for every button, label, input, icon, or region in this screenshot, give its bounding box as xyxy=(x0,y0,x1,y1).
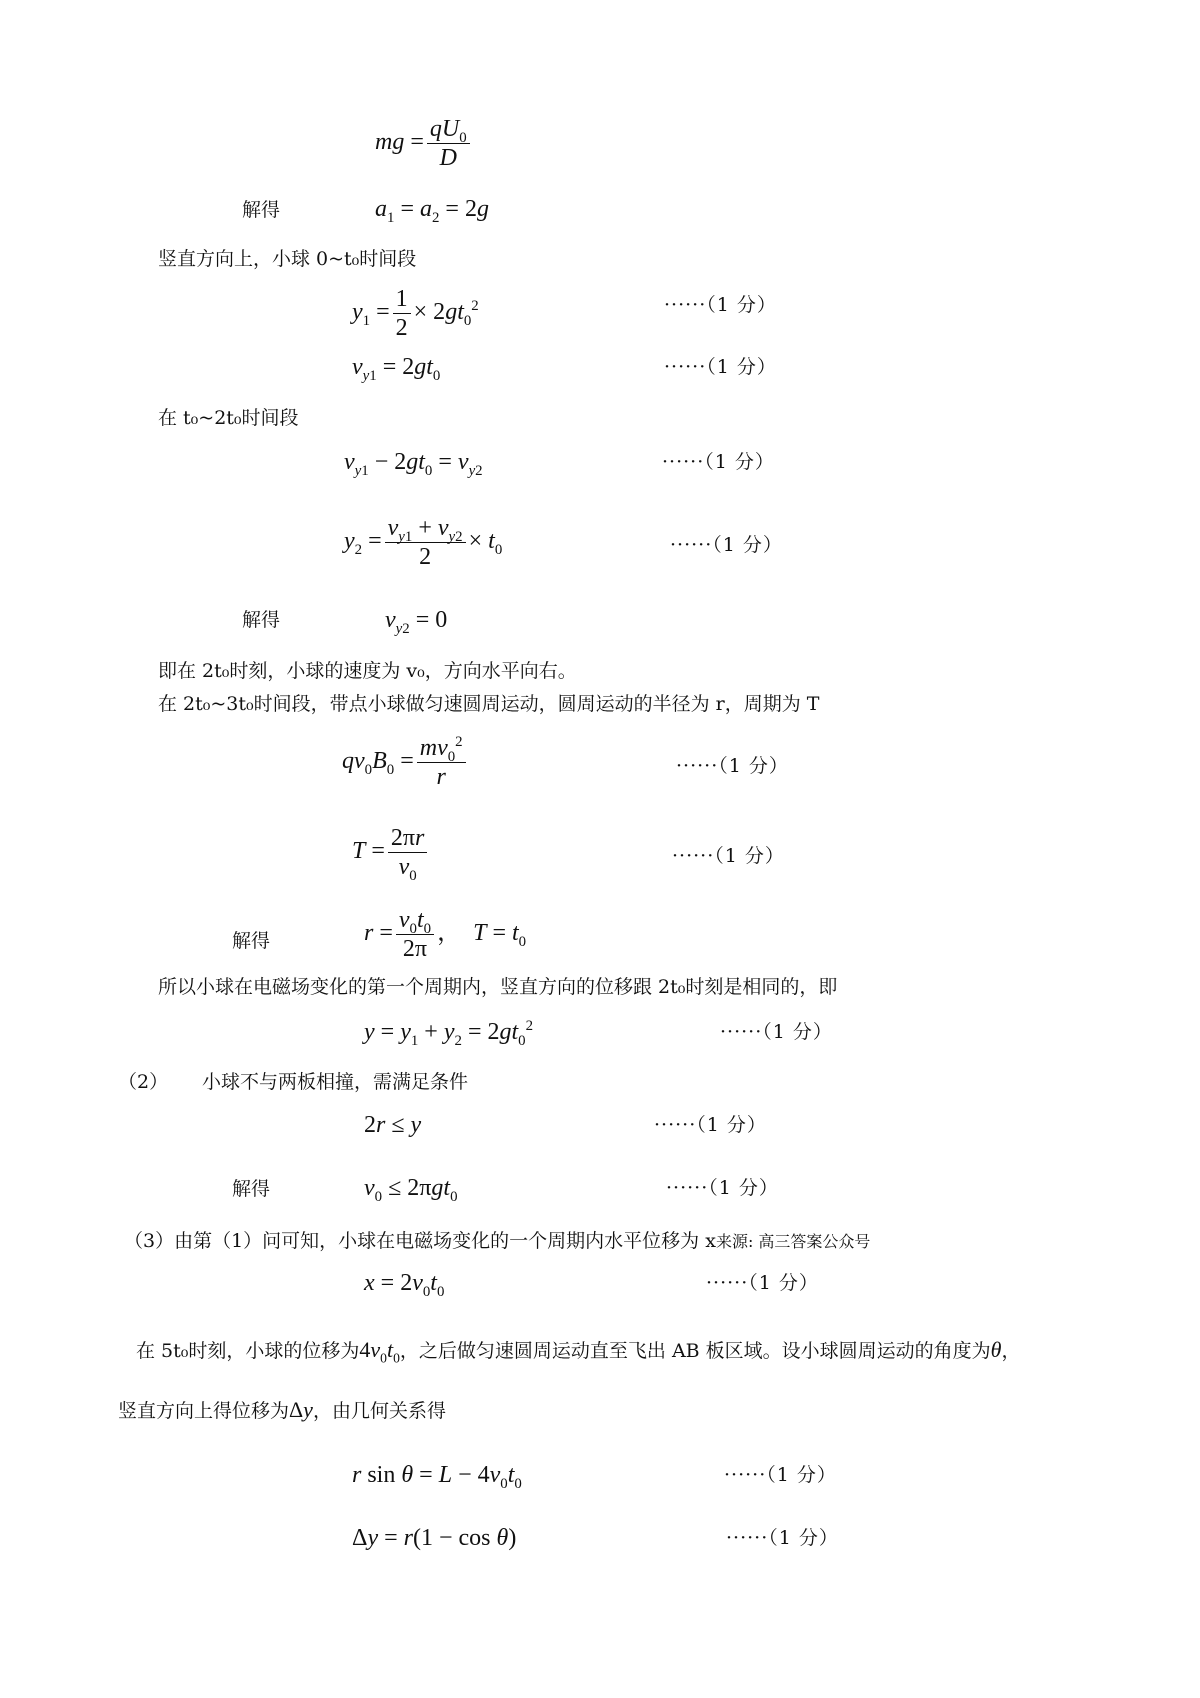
equation-r-T: r = $\frac{v_0t_0}{2\pi}$ ， $T = t_0$ xyxy=(364,907,527,962)
equation-y2: $y_2$ = $\frac{v_{y1} + v_{y2}}{2}$ × $t_0$ xyxy=(344,515,503,570)
period-explanation: 所以小球在电磁场变化的第一个周期内，竖直方向的位移跟 2t₀时刻是相同的，即 xyxy=(158,976,838,998)
equation-x: $x = 2v_0t_0$ xyxy=(364,1270,445,1300)
equation-y-total: $y = y_1 + y_2 = 2gt_0^2$ xyxy=(364,1018,534,1049)
score-y2: ······（1 分） xyxy=(670,534,783,556)
dy-line: 竖直方向上得位移为Δy，由几何关系得 xyxy=(118,1397,446,1422)
dy-text-b: ，由几何关系得 xyxy=(312,1400,446,1422)
segment-3-intro: 在 2t₀~3t₀时间段，带点小球做匀速圆周运动，圆周运动的半径为 r，周期为 T xyxy=(158,693,820,715)
equation-v0-condition: $v_0 \le 2\pi gt_0$ xyxy=(364,1175,458,1205)
equation-dy: Δy = r(1 − cos θ) xyxy=(352,1525,517,1551)
equation-vy1: $v_{y1} = 2gt_0$ xyxy=(352,354,441,384)
score-dy: ······（1 分） xyxy=(726,1527,839,1549)
t5-text-a: 在 5t₀时刻，小球的位移为 xyxy=(136,1340,360,1362)
equation-vy2: $v_{y2} = 0$ xyxy=(385,607,448,637)
score-vy1b: ······（1 分） xyxy=(662,451,775,473)
t2-state: 即在 2t₀时刻，小球的速度为 v₀，方向水平向右。 xyxy=(158,660,577,682)
equation-y1: $y_1$ = $\frac{1}{2}$ × $2gt_0^2$ xyxy=(352,286,479,341)
dy-text-a: 竖直方向上得位移为 xyxy=(118,1400,290,1422)
score-cond: ······（1 分） xyxy=(654,1114,767,1136)
solve-label-3: 解得 xyxy=(232,930,271,952)
solve-label-2: 解得 xyxy=(242,609,281,631)
solve-label-4: 解得 xyxy=(232,1178,271,1200)
equation-period: T = $\frac{2\pi r}{v_0}$ xyxy=(352,824,430,881)
source-note: 来源: 高三答案公众号 xyxy=(715,1232,871,1251)
score-y1: ······（1 分） xyxy=(664,294,777,316)
score-v0-cond: ······（1 分） xyxy=(666,1177,779,1199)
part-3-text: （3）由第（1）问可知，小球在电磁场变化的一个周期内水平位移为 x xyxy=(124,1230,716,1252)
score-y-total: ······（1 分） xyxy=(720,1021,833,1043)
score-period: ······（1 分） xyxy=(672,845,785,867)
score-vy1: ······（1 分） xyxy=(664,356,777,378)
t5-text-b: ，之后做匀速圆周运动直至飞出 AB 板区域。设小球圆周运动的角度为 xyxy=(399,1340,991,1362)
equation-rsin: r $\sin \theta = L - 4v_0t_0$ xyxy=(352,1462,522,1492)
score-x: ······（1 分） xyxy=(706,1272,819,1294)
part-2-number: （2） xyxy=(118,1071,169,1093)
vertical-intro: 竖直方向上，小球 0~t₀时间段 xyxy=(158,248,417,270)
equation-mg: mg = $\frac{qU_0}{D}$ xyxy=(375,115,473,172)
equation-a12: $a_1 = a_2 = 2g$ xyxy=(375,196,489,226)
part-3-line xyxy=(124,1229,870,1254)
t5-line: 在 5t₀时刻，小球的位移为$4v_0t_0$，之后做匀速圆周运动直至飞出 AB 板区域。设小球圆周运动的角度为θ， xyxy=(136,1337,1021,1366)
solve-label-1: 解得 xyxy=(242,199,281,221)
equation-lorentz: $qv_0B_0$ = $\frac{mv_0^2}{r}$ xyxy=(342,734,469,791)
segment-2-intro: 在 t₀~2t₀时间段 xyxy=(158,407,299,429)
score-rsin: ······（1 分） xyxy=(724,1464,837,1486)
part-2-condition: 小球不与两板相撞，需满足条件 xyxy=(202,1071,469,1093)
score-lorentz: ······（1 分） xyxy=(676,755,789,777)
equation-vy1-minus: $v_{y1} - 2gt_0 = v_{y2}$ xyxy=(344,449,483,479)
equation-condition: 2r ≤ y xyxy=(364,1112,422,1138)
